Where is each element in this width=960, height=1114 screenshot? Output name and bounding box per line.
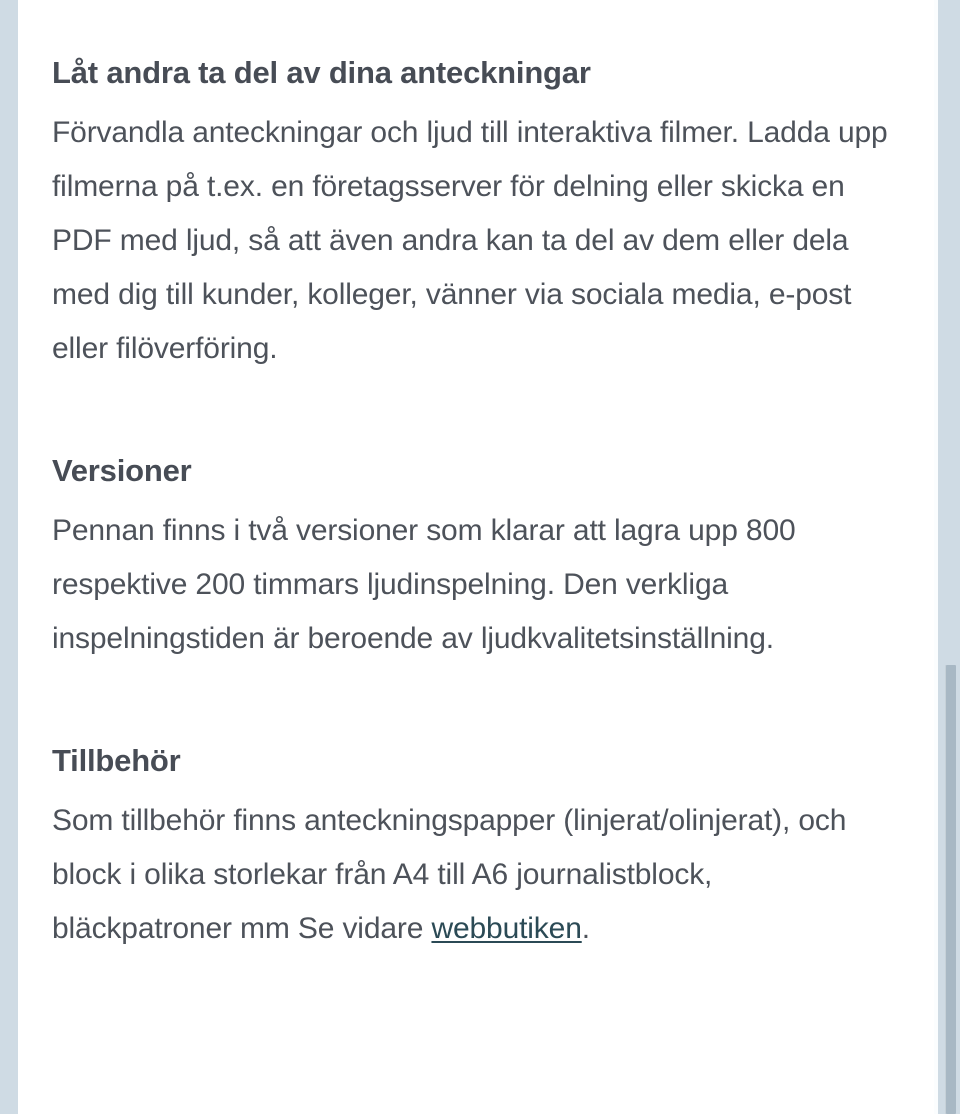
section-accessories	[52, 734, 900, 956]
section-title-versions: Versioner	[52, 453, 192, 488]
section-body-sharing: Förvandla anteckningar och ljud till interaktiva filmer. Ladda upp filmerna på t.ex. en företagsserver för delning eller skicka en PDF med ljud, så att även andra kan ta del av dem eller dela med dig till kunder, kolleger, vänner via sociala media, e-post eller filöverföring.	[52, 116, 888, 365]
section-sharing	[52, 46, 900, 376]
section-title-sharing: Låt andra ta del av dina anteckningar	[52, 55, 591, 90]
section-body-versions: Pennan finns i två versioner som klarar att lagra upp 800 respektive 200 timmars ljudinspelning. Den verkliga inspelningstiden är beroende av ljudkvalitetsinställning.	[52, 514, 796, 655]
vertical-scrollbar[interactable]	[943, 0, 957, 1114]
section-versions	[52, 444, 900, 666]
scrollbar-thumb[interactable]	[945, 665, 956, 1114]
section-body-accessories	[52, 794, 900, 956]
accessories-text-after-link: .	[581, 912, 590, 945]
accessories-text-before-link: Som tillbehör finns anteckningspapper (linjerat/olinjerat), och block i olika storlekar från A4 till A6 journalistblock, bläckpatroner mm Se vidare	[52, 804, 847, 945]
webshop-link[interactable]: webbutiken	[431, 912, 582, 945]
article-content	[18, 0, 934, 1114]
left-gutter-band	[0, 0, 18, 1114]
article-body	[52, 0, 900, 956]
section-title-accessories: Tillbehör	[52, 743, 181, 778]
